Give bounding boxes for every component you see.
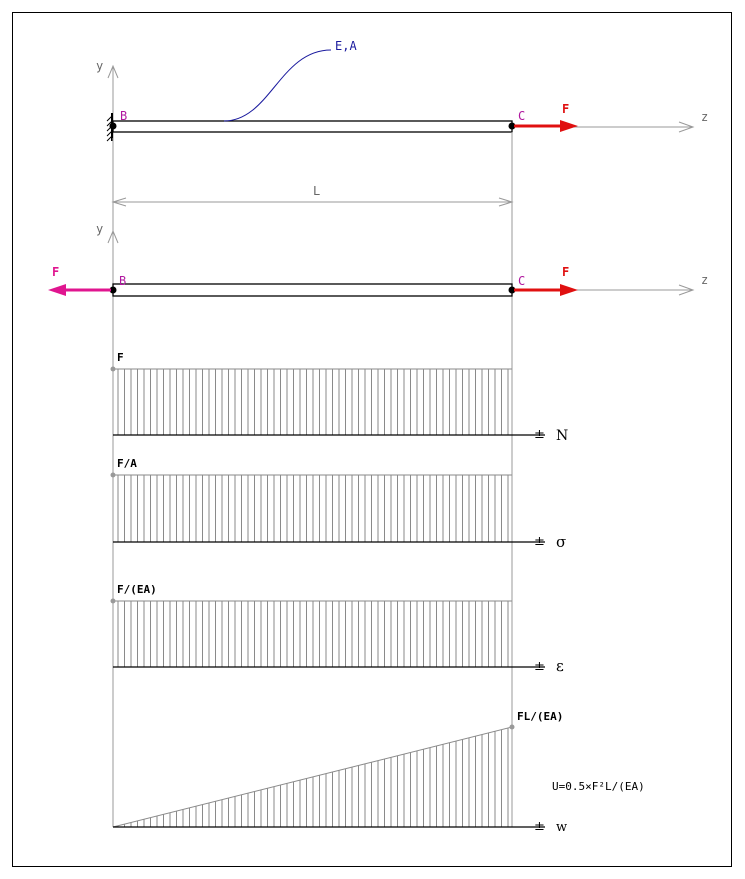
bottom-right-force-head [560,284,578,296]
bottom-scheme [48,222,708,296]
epsilon-diagram-symbol: ε [556,657,564,675]
bottom-left-force-head [48,284,66,296]
displacement-diagram [113,710,645,835]
sigma-diagram-point [111,473,116,478]
bottom-node-c-label: C [518,274,526,288]
strain-diagram [111,583,565,675]
top-beam [113,121,512,132]
w-diagram-point [510,725,515,730]
outer-frame [13,13,732,867]
epsilon-diagram-sign: ± [534,659,545,674]
epsilon-diagram-value: F/(EA) [117,583,157,596]
n-diagram-sign: ± [534,427,545,442]
bottom-beam [113,284,512,296]
w-diagram-energy: U=0.5×F²L/(EA) [552,780,645,793]
material-label: E,A [335,39,357,53]
w-diagram-sign: ± [534,819,545,834]
top-z-axis-label: z [701,110,709,124]
epsilon-diagram-fill [113,601,512,667]
top-node-b [110,123,117,130]
top-scheme [96,39,708,206]
top-node-c-label: C [518,109,526,123]
w-diagram-symbol: w [556,820,568,835]
dimension-label: L [313,184,321,198]
w-diagram-value: FL/(EA) [517,710,564,723]
n-diagram-fill [113,369,512,435]
sigma-diagram-value: F/A [117,457,137,470]
n-diagram-symbol: N [556,428,569,444]
stress-diagram [111,457,567,551]
normal-force-diagram [111,351,569,444]
sigma-diagram-sign: ± [534,534,545,549]
bottom-node-b-label: B [119,274,127,288]
bottom-right-force-label: F [562,265,570,279]
epsilon-diagram-point [111,599,116,604]
n-diagram-value: F [117,351,124,364]
n-diagram-point [111,367,116,372]
top-force-label: F [562,102,570,116]
top-y-axis-label: y [96,59,104,73]
top-node-b-label: B [120,109,128,123]
sigma-diagram-fill [113,475,512,542]
bottom-z-axis-label: z [701,273,709,287]
top-force-arrow-head [560,120,578,132]
bottom-y-axis-label: y [96,222,104,236]
bottom-left-force-label: F [52,265,60,279]
sigma-diagram-symbol: σ [556,533,567,551]
material-leader-curve [224,50,331,121]
